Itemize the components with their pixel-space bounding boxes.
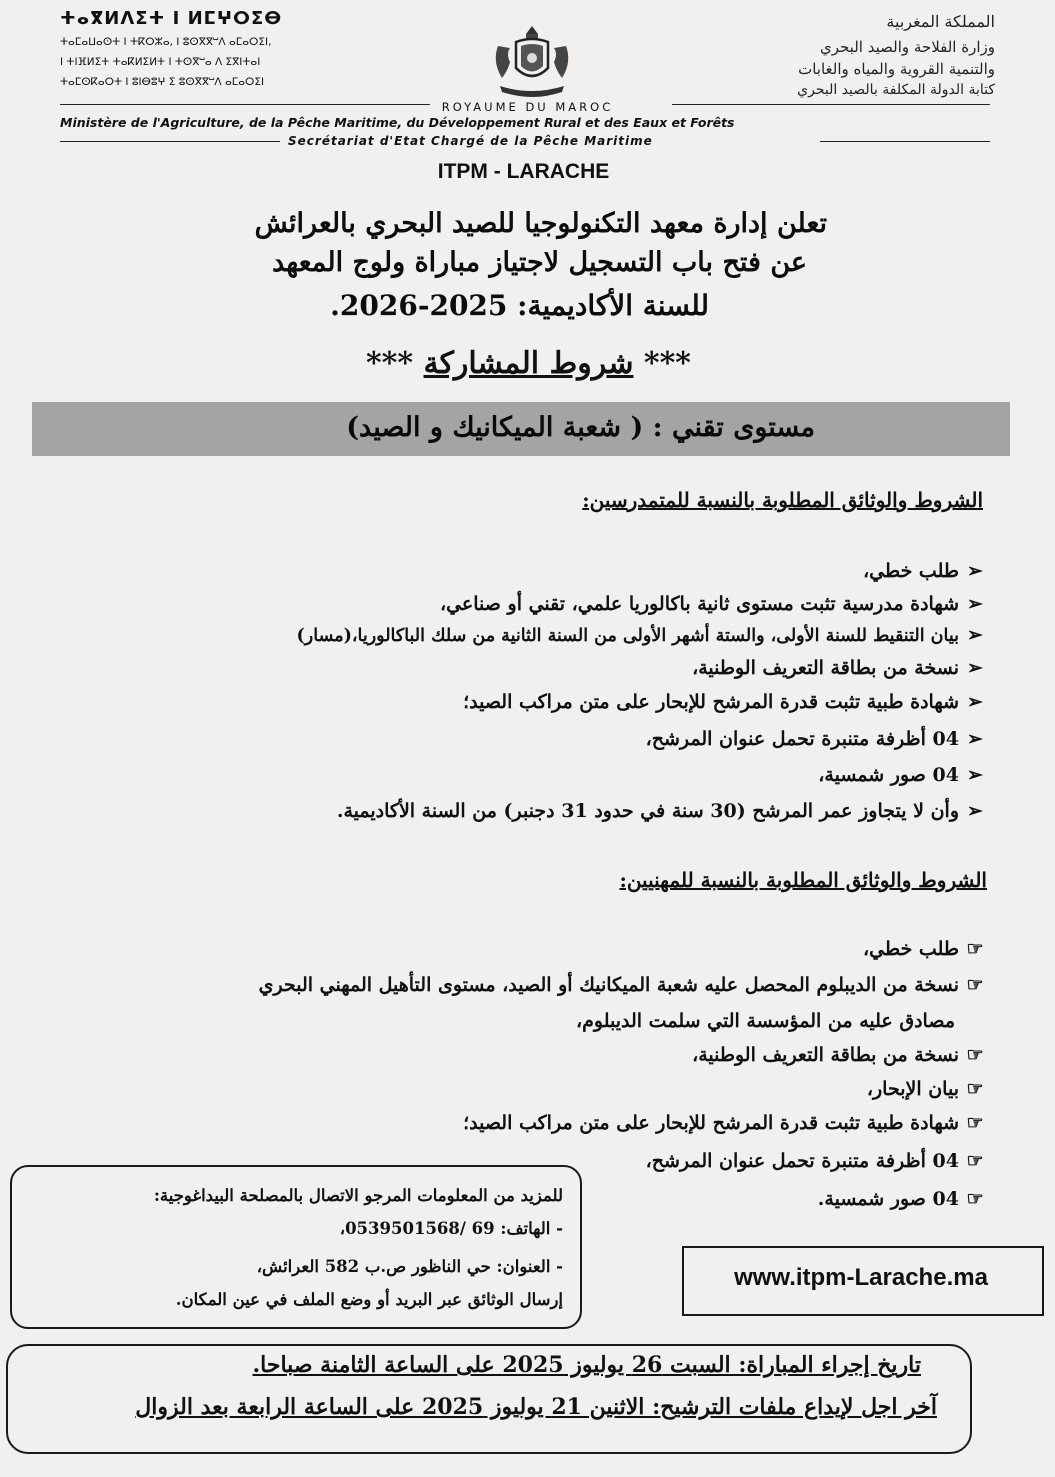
list-item: ☞طلب خطي، <box>863 938 987 960</box>
royaume-label: ROYAUME DU MAROC <box>441 100 614 114</box>
header-divider-left-2 <box>60 141 280 142</box>
conditions-title <box>366 346 691 381</box>
pointing-hand-icon: ☞ <box>966 1112 984 1134</box>
list-item: ➢شهادة طبية تثبت قدرة المرشح للإبحار على متن مراكب الصيد؛ <box>463 691 987 713</box>
list-item: ☞04 صور شمسية. <box>818 1188 987 1210</box>
kingdom-arabic: المملكة المغربية <box>886 12 995 31</box>
announcement-line-1: تعلن إدارة معهد التكنولوجيا للصيد البحري بالعرائش <box>254 208 827 239</box>
arrow-bullet-icon: ➢ <box>967 691 983 713</box>
arrow-bullet-icon: ➢ <box>967 624 983 646</box>
ministere-label: Ministère de l'Agriculture, de la Pêche Maritime, du Développement Rural et des Eaux et Forêts <box>60 115 735 130</box>
level-label: مستوى تقني : ( شعبة الميكانيك و الصيد) <box>346 412 815 443</box>
website-link[interactable]: www.itpm-Larache.ma <box>734 1264 988 1291</box>
arrow-bullet-icon: ➢ <box>967 560 983 582</box>
header-divider-right-2 <box>820 141 990 142</box>
diploma-continuation: مصادق عليه من المؤسسة التي سلمت الديبلوم، <box>576 1010 955 1032</box>
students-heading: الشروط والوثائق المطلوبة بالنسبة للمتمدرسين: <box>582 488 983 512</box>
secretariat-arabic: كتابة الدولة المكلفة بالصيد البحري <box>797 82 995 98</box>
list-item: ➢نسخة من بطاقة التعريف الوطنية، <box>692 657 987 679</box>
pointing-hand-icon: ☞ <box>966 1188 984 1210</box>
announcement-line-3: للسنة الأكاديمية: 2025-2026. <box>330 289 709 322</box>
tifinagh-line-4: ⵜⴰⵎⵙⴽⴰⵔⵜ ⵏ ⵓⵏⴱⵓⵖ ⵉ ⵓⵙⴳⴳⵯⴷ ⴰⵎⴰⵔⵉⵏ <box>60 76 265 88</box>
stars-right: *** <box>643 346 691 381</box>
exam-date: تاريخ إجراء المباراة: السبت 26 يوليوز 2025 على الساعة الثامنة صباحا. <box>252 1352 921 1378</box>
list-item: ☞نسخة من بطاقة التعريف الوطنية، <box>692 1044 987 1066</box>
list-item: ➢04 أظرفة متنبرة تحمل عنوان المرشح، <box>646 728 987 750</box>
stars-left: *** <box>365 346 414 381</box>
ministry-arabic-line-2: والتنمية القروية والمياه والغابات <box>798 60 995 78</box>
ministry-arabic-line-1: وزارة الفلاحة والصيد البحري <box>819 38 995 56</box>
list-item: ➢شهادة مدرسية تثبت مستوى ثانية باكالوريا علمي، تقني أو صناعي، <box>440 593 987 615</box>
arrow-bullet-icon: ➢ <box>967 764 983 786</box>
list-item: ➢04 صور شمسية، <box>818 764 987 786</box>
tifinagh-line-1: ⵜⴰⴳⵍⴷⵉⵜ ⵏ ⵍⵎⵖⵔⵉⴱ <box>60 8 283 29</box>
list-item: ☞بيان الإبحار، <box>867 1078 987 1100</box>
arrow-bullet-icon: ➢ <box>967 593 983 615</box>
professionals-heading: الشروط والوثائق المطلوبة بالنسبة للمهنيين: <box>619 868 987 892</box>
contact-address: - العنوان: حي الناظور ص.ب 582 العرائش، <box>256 1257 563 1276</box>
list-item: ➢طلب خطي، <box>863 560 987 582</box>
pointing-hand-icon: ☞ <box>966 1078 984 1100</box>
arrow-bullet-icon: ➢ <box>967 800 983 822</box>
deadline-date: آخر اجل لإيداع ملفات الترشيح: الاثنين 21 يوليوز 2025 على الساعة الرابعة بعد الزوال <box>135 1394 937 1420</box>
tifinagh-line-2: ⵜⴰⵎⴰⵡⴰⵙⵜ ⵏ ⵜⴽⵔⵣⴰ, ⵏ ⵓⵙⴳⴳⵯⴷ ⴰⵎⴰⵔⵉⵏ, <box>60 36 272 48</box>
pointing-hand-icon: ☞ <box>966 1044 984 1066</box>
announcement-line-2: عن فتح باب التسجيل لاجتياز مباراة ولوج المعهد <box>272 247 807 278</box>
arrow-bullet-icon: ➢ <box>967 657 983 679</box>
contact-phone: - الهاتف: 69 /0539501568، <box>339 1219 563 1238</box>
pointing-hand-icon: ☞ <box>966 974 984 996</box>
list-item: ➢بيان التنقيط للسنة الأولى، والستة أشهر الأولى من السنة الثانية من سلك الباكالوريا،(مسار) <box>297 624 987 646</box>
list-item: ➢وأن لا يتجاوز عمر المرشح (30 سنة في حدود 31 دجنبر) من السنة الأكاديمية. <box>337 800 987 822</box>
pointing-hand-icon: ☞ <box>966 938 984 960</box>
conditions-title-text: شروط المشاركة <box>423 346 634 381</box>
list-item: ☞شهادة طبية تثبت قدرة المرشح للإبحار على متن مراكب الصيد؛ <box>463 1112 987 1134</box>
institute-name: ITPM - LARACHE <box>437 160 610 183</box>
secretariat-label: Secrétariat d'Etat Chargé de la Pêche Maritime <box>288 134 653 148</box>
list-item: ☞نسخة من الديبلوم المحصل عليه شعبة الميكانيك أو الصيد، مستوى التأهيل المهني البحري <box>259 974 987 996</box>
tifinagh-line-3: ⵏ ⵜⵏⴼⵍⵉⵜ ⵜⴰⴽⵍⵉⵍⵜ ⵏ ⵜⵙⴳⵯⴰ ⴷ ⵉⴳⵏⵜⴰⵏ <box>60 56 261 68</box>
arrow-bullet-icon: ➢ <box>967 728 983 750</box>
coat-of-arms-icon <box>488 22 576 102</box>
contact-intro: للمزيد من المعلومات المرجو الاتصال بالمصلحة البيداغوجية: <box>153 1186 563 1205</box>
contact-send-note: إرسال الوثائق عبر البريد أو وضع الملف في عين المكان. <box>175 1290 563 1309</box>
list-item: ☞04 أظرفة متنبرة تحمل عنوان المرشح، <box>646 1150 987 1172</box>
pointing-hand-icon: ☞ <box>966 1150 984 1172</box>
